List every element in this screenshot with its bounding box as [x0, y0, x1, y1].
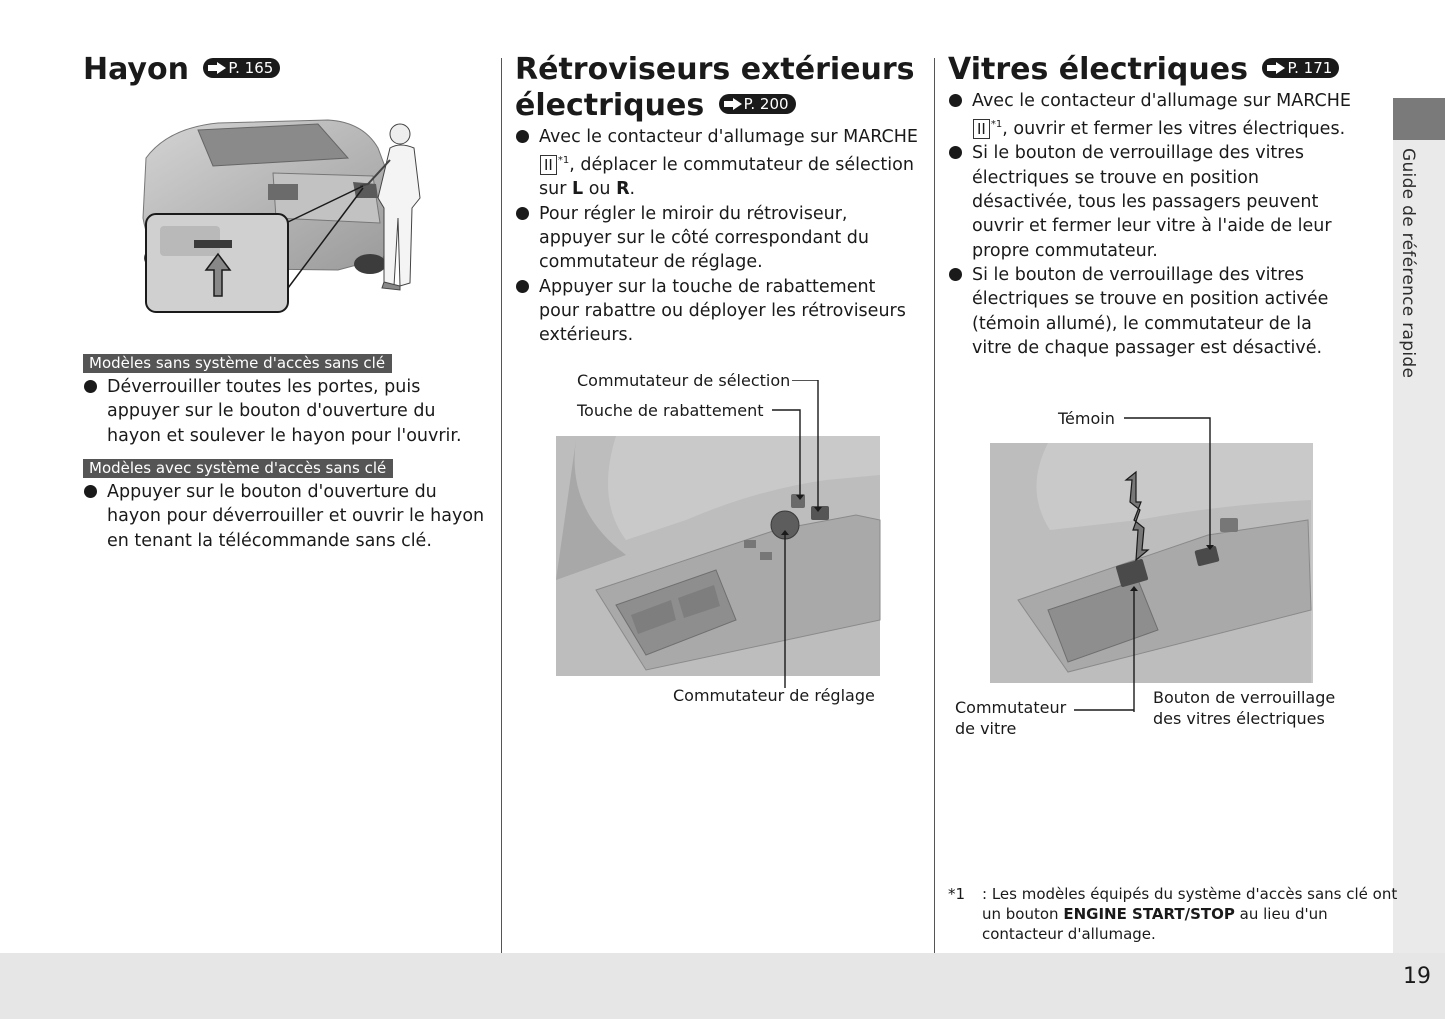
bullets-windows — [948, 89, 1353, 360]
bullets-hayon-1 — [83, 375, 493, 448]
section-title-mirrors — [515, 52, 915, 124]
mirror-controls-illustration — [556, 380, 886, 710]
bullet-icon — [949, 268, 962, 281]
bullet-icon — [949, 146, 962, 159]
bullet-icon — [516, 280, 529, 293]
caption-indicator: Témoin — [1058, 409, 1115, 428]
bullet-icon — [84, 380, 97, 393]
footer-band — [0, 953, 1445, 1019]
tailgate-illustration — [138, 118, 434, 316]
footnote-text-part: : Les modèles équipés du système d'accès sans clé ont un bouton — [982, 885, 1398, 923]
side-tab-marker — [1393, 98, 1445, 140]
ignition-key-symbol: II — [540, 155, 557, 175]
footnote-bold: ENGINE START/STOP — [1063, 905, 1235, 923]
bullet-icon — [516, 130, 529, 143]
caption-adjust-switch: Commutateur de réglage — [673, 686, 875, 705]
column-divider — [934, 58, 935, 953]
footnote-mark: *1 — [948, 885, 966, 903]
footnote-ref: *1 — [990, 119, 1003, 131]
list-item — [948, 263, 1353, 360]
list-item — [515, 275, 920, 348]
arrow-right-icon — [1266, 62, 1286, 74]
caption-line: Commutateur — [955, 698, 1067, 717]
title-text: électriques — [515, 88, 705, 123]
list-item-bold: L — [571, 179, 584, 200]
page-reference-link[interactable] — [203, 58, 280, 78]
caption-lock-button — [1153, 687, 1335, 729]
column-divider — [501, 58, 502, 953]
footnote-text — [982, 884, 1402, 944]
page-reference-text: P. 171 — [1287, 58, 1333, 77]
side-tab-label: Guide de référence rapide — [1398, 148, 1418, 379]
list-item-text: ou — [583, 179, 617, 200]
list-item-text: Avec le contacteur d'allumage sur MARCHE — [972, 91, 1351, 111]
footnote — [948, 884, 1402, 944]
section-title-windows — [948, 52, 1339, 88]
arrow-right-icon — [207, 62, 227, 74]
list-item-text: Si le bouton de verrouillage des vitres électriques se trouve en position activée (témoin allumé), le commutateur de la vitre de chaque passager est désactivé. — [972, 264, 1329, 358]
page-reference-text: P. 165 — [228, 58, 274, 77]
list-item — [83, 375, 493, 448]
model-label-without-keyless: Modèles sans système d'accès sans clé — [83, 354, 392, 373]
window-controls-illustration — [988, 410, 1318, 730]
bullet-icon — [84, 485, 97, 498]
arrow-right-icon — [723, 98, 743, 110]
list-item-text: Déverrouiller toutes les portes, puis appuyer sur le bouton d'ouverture du hayon et soulever le hayon pour l'ouvrir. — [107, 377, 462, 446]
list-item — [948, 141, 1353, 262]
ignition-key-symbol: II — [973, 119, 990, 139]
bullets-mirrors — [515, 125, 920, 348]
title-text: Rétroviseurs extérieurs — [515, 52, 915, 87]
list-item — [515, 202, 920, 275]
caption-window-switch — [955, 697, 1066, 739]
page-reference-link[interactable] — [719, 94, 796, 114]
caption-line: de vitre — [955, 719, 1017, 738]
list-item-text: Appuyer sur la touche de rabattement pour rabattre ou déployer les rétroviseurs extérieurs. — [539, 276, 906, 346]
title-text: Hayon — [83, 52, 189, 87]
list-item-text: . — [629, 179, 636, 200]
list-item-text: Si le bouton de verrouillage des vitres électriques se trouve en position désactivée, tous les passagers peuvent ouvrir et fermer leur vitre à l'aide de leur propre commutateur. — [972, 143, 1332, 261]
caption-selector-switch: Commutateur de sélection — [577, 371, 791, 390]
caption-line: des vitres électriques — [1153, 709, 1325, 728]
caption-line: Bouton de verrouillage — [1153, 688, 1336, 707]
caption-fold-button: Touche de rabattement — [577, 401, 764, 420]
section-title-hayon — [83, 52, 280, 88]
list-item-text: Pour régler le miroir du rétroviseur, appuyer sur le côté correspondant du commutateur de réglage. — [539, 203, 869, 273]
page-number: 19 — [1403, 964, 1431, 989]
list-item — [515, 125, 920, 202]
list-item — [948, 89, 1353, 141]
list-item-text: Appuyer sur le bouton d'ouverture du hayon pour déverrouiller et ouvrir le hayon en tenant la télécommande sans clé. — [107, 482, 485, 551]
footnote-text-part: au lieu d'un contacteur d'allumage. — [982, 905, 1328, 943]
list-item-text: , ouvrir et fermer les vitres électriques. — [1002, 119, 1346, 140]
list-item-bold: R — [616, 179, 630, 200]
bullets-hayon-2 — [83, 480, 493, 553]
bullet-icon — [949, 94, 962, 107]
page-reference-link[interactable] — [1262, 58, 1339, 78]
page-reference-text: P. 200 — [743, 94, 789, 113]
footnote-ref: *1 — [557, 155, 570, 167]
list-item — [83, 480, 493, 553]
list-item-text: Avec le contacteur d'allumage sur MARCHE — [539, 127, 918, 147]
list-item-text: , déplacer le commutateur de sélection sur — [539, 155, 914, 200]
model-label-with-keyless: Modèles avec système d'accès sans clé — [83, 459, 393, 478]
bullet-icon — [516, 207, 529, 220]
title-text: Vitres électriques — [948, 52, 1248, 87]
